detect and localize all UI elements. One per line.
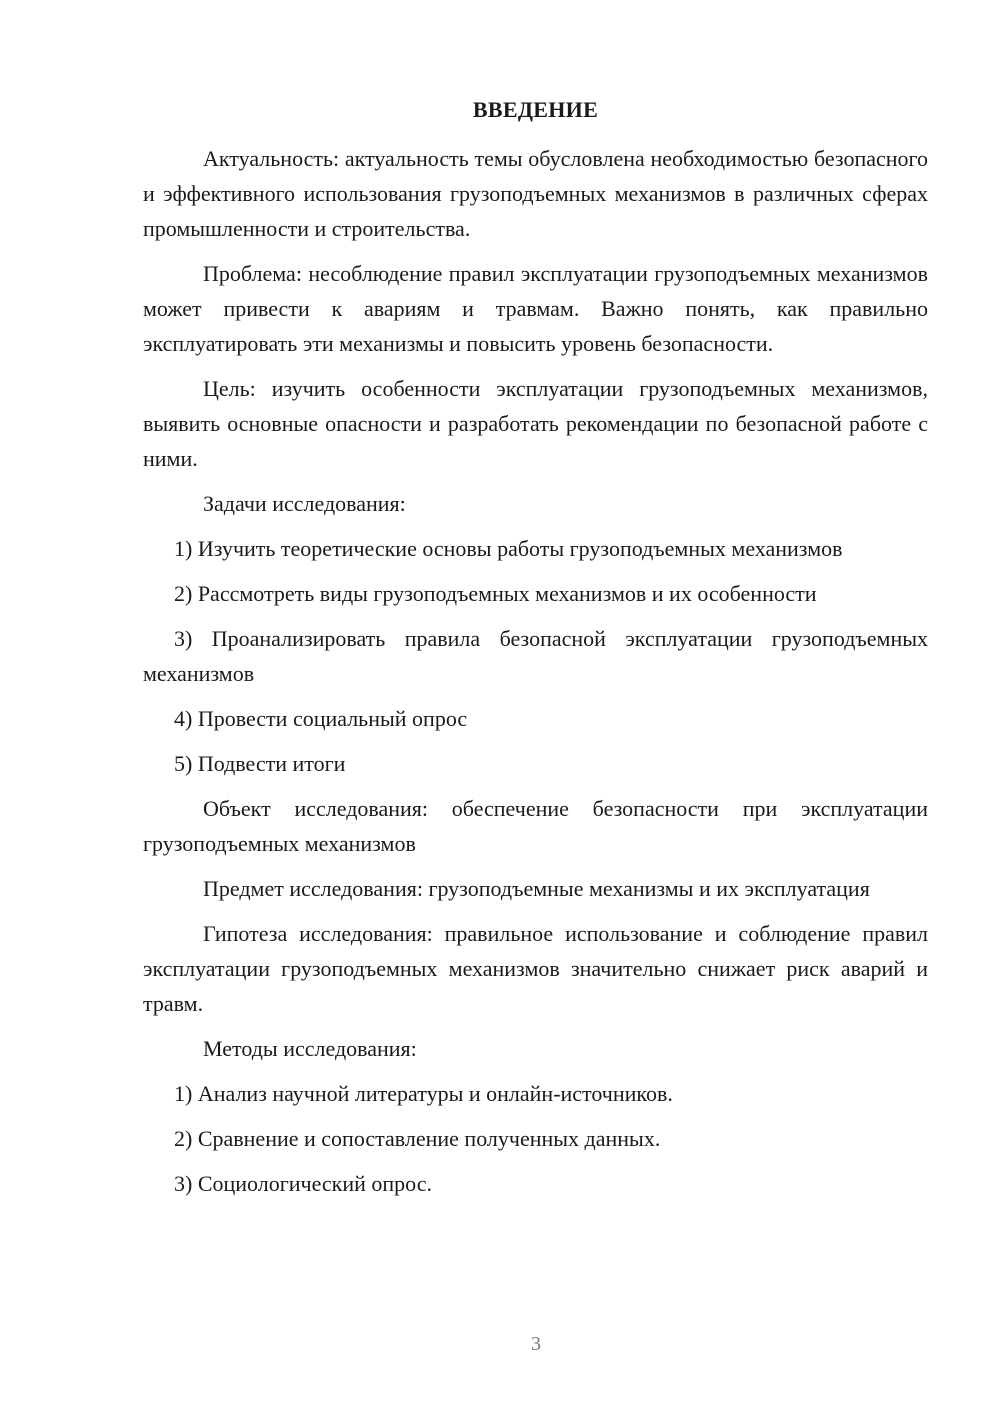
task-item: 2) Рассмотреть виды грузоподъемных механизмов и их особенности (174, 581, 817, 606)
page-number: 3 (531, 1333, 541, 1355)
object-paragraph: Объект исследования: обеспечение безопасности при эксплуатации грузоподъемных механизмов (143, 796, 928, 856)
method-item: 1) Анализ научной литературы и онлайн-источников. (174, 1081, 673, 1106)
method-item: 3) Социологический опрос. (174, 1171, 432, 1196)
method-item: 2) Сравнение и сопоставление полученных данных. (174, 1126, 661, 1151)
task-item: 1) Изучить теоретические основы работы грузоподъемных механизмов (174, 536, 843, 561)
task-item: 5) Подвести итоги (174, 751, 346, 776)
task-item: 4) Провести социальный опрос (174, 706, 468, 731)
hypothesis-paragraph: Гипотеза исследования: правильное использование и соблюдение правил эксплуатации грузоподъемных механизмов значительно снижает риск аварий и травм. (143, 921, 928, 1016)
tasks-heading: Задачи исследования: (203, 491, 406, 516)
relevance-paragraph: Актуальность: актуальность темы обусловлена необходимостью безопасного и эффективного использования грузоподъемных механизмов в различных сферах промышленности и строительства. (143, 146, 928, 241)
document-page (143, 94, 928, 1211)
methods-heading: Методы исследования: (203, 1036, 417, 1061)
subject-paragraph: Предмет исследования: грузоподъемные механизмы и их эксплуатация (203, 876, 870, 901)
section-title: ВВЕДЕНИЕ (472, 97, 599, 122)
task-item: 3) Проанализировать правила безопасной эксплуатации грузоподъемных механизмов (143, 626, 928, 686)
problem-paragraph: Проблема: несоблюдение правил эксплуатации грузоподъемных механизмов может привести к авариям и травмам. Важно понять, как правильно эксплуатировать эти механизмы и повысить уровень безопасности. (143, 261, 928, 356)
goal-paragraph: Цель: изучить особенности эксплуатации грузоподъемных механизмов, выявить основные опасности и разработать рекомендации по безопасной работе с ними. (143, 376, 928, 471)
